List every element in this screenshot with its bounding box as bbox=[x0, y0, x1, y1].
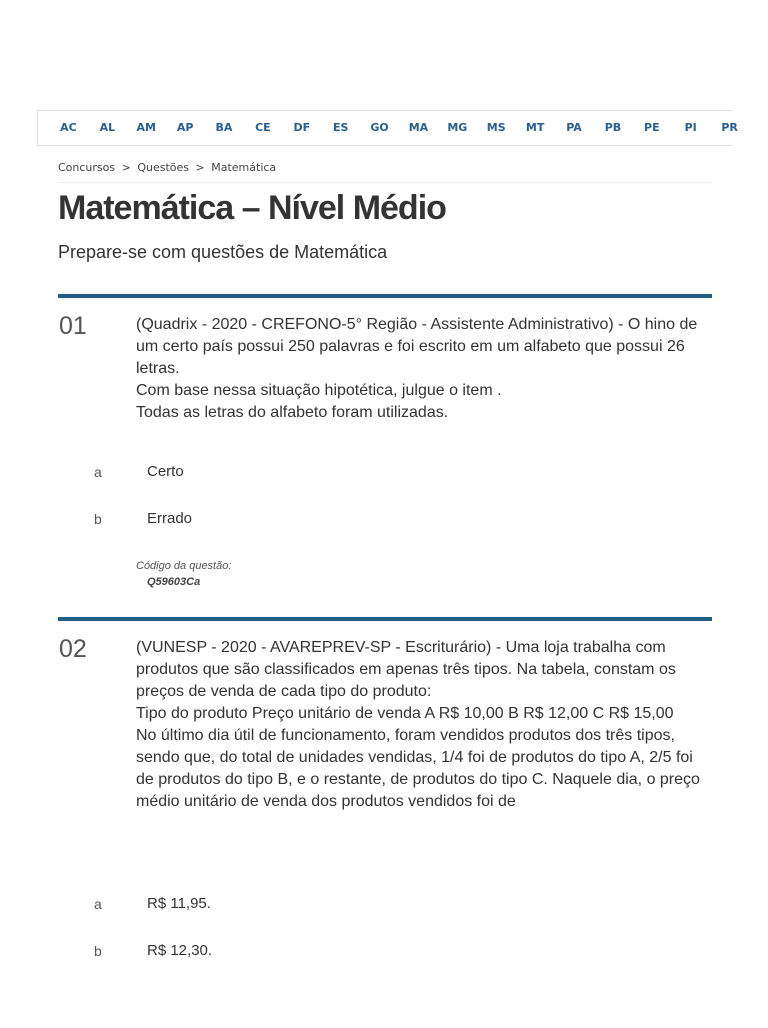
question-number: 01 bbox=[59, 312, 87, 340]
question-paragraph: No último dia útil de funcionamento, foram vendidos produtos dos três tipos, sendo que, do total de unidades vendidas, 1/4 foi de produtos do tipo A, 2/5 foi de produtos do tipo B, e o restante, de produtos do tipo C. Naquele dia, o preço médio unitário de venda dos produtos vendidos foi de bbox=[136, 727, 700, 810]
answer-option-a[interactable] bbox=[58, 461, 712, 487]
state-pe[interactable]: PE bbox=[644, 121, 660, 134]
state-filter-bar bbox=[37, 110, 738, 146]
state-go[interactable]: GO bbox=[370, 121, 389, 134]
question-paragraph: Com base nessa situação hipotética, julgue o item . bbox=[136, 382, 502, 399]
state-pa[interactable]: PA bbox=[566, 121, 582, 134]
state-es[interactable]: ES bbox=[332, 121, 349, 134]
breadcrumb-separator: > bbox=[121, 161, 131, 174]
page-title: Matemática – Nível Médio bbox=[58, 189, 446, 227]
question-text bbox=[136, 314, 712, 424]
question-paragraph: Todas as letras do alfabeto foram utilizadas. bbox=[136, 404, 449, 421]
option-text: R$ 12,30. bbox=[147, 942, 213, 959]
question-code-label: Código da questão: bbox=[136, 560, 232, 572]
state-mt[interactable]: MT bbox=[525, 121, 545, 134]
option-text: Certo bbox=[147, 463, 184, 480]
answer-option-b[interactable] bbox=[58, 508, 712, 534]
option-text: Errado bbox=[147, 510, 193, 527]
state-am[interactable]: AM bbox=[136, 121, 156, 134]
page-subtitle: Prepare-se com questões de Matemática bbox=[58, 242, 388, 262]
option-letter: a bbox=[94, 464, 102, 480]
question-paragraph: Tipo do produto Preço unitário de venda A R$ 10,00 B R$ 12,00 C R$ 15,00 bbox=[136, 705, 674, 722]
state-mg[interactable]: MG bbox=[447, 121, 468, 134]
state-ma[interactable]: MA bbox=[408, 121, 429, 134]
state-ba[interactable]: BA bbox=[215, 121, 233, 134]
question-paragraph: (Quadrix - 2020 - CREFONO-5° Região - Assistente Administrativo) - O hino de um certo país possui 250 palavras e foi escrito em um alfabeto que possui 26 letras. bbox=[136, 316, 698, 377]
option-letter: a bbox=[94, 896, 102, 912]
state-ce[interactable]: CE bbox=[255, 121, 271, 134]
breadcrumb-concursos[interactable]: Concursos bbox=[58, 161, 116, 174]
question-card bbox=[58, 617, 712, 1028]
breadcrumb-separator: > bbox=[195, 161, 205, 174]
question-code: Q59603Ca bbox=[147, 576, 201, 588]
state-al[interactable]: AL bbox=[99, 121, 116, 134]
question-card bbox=[58, 294, 712, 608]
breadcrumb-questoes[interactable]: Questões bbox=[137, 161, 190, 174]
answer-option-a[interactable] bbox=[58, 893, 712, 919]
option-letter: b bbox=[94, 943, 102, 959]
state-pi[interactable]: PI bbox=[684, 121, 697, 134]
question-paragraph: (VUNESP - 2020 - AVAREPREV-SP - Escriturário) - Uma loja trabalha com produtos que são classificados em apenas três tipos. Na tabela, constam os preços de venda de cada tipo do produto: bbox=[136, 639, 676, 700]
state-pr[interactable]: PR bbox=[721, 121, 738, 134]
breadcrumb bbox=[58, 160, 712, 183]
option-text: R$ 11,95. bbox=[147, 895, 211, 912]
state-ac[interactable]: AC bbox=[60, 121, 77, 134]
option-letter: b bbox=[94, 511, 102, 527]
breadcrumb-matematica[interactable]: Matemática bbox=[211, 161, 277, 174]
state-pb[interactable]: PB bbox=[604, 121, 622, 134]
question-text bbox=[136, 637, 712, 813]
answer-option-b[interactable] bbox=[58, 940, 712, 966]
state-df[interactable]: DF bbox=[293, 121, 311, 134]
question-number: 02 bbox=[59, 635, 87, 663]
state-ms[interactable]: MS bbox=[486, 121, 506, 134]
state-ap[interactable]: AP bbox=[176, 121, 194, 134]
